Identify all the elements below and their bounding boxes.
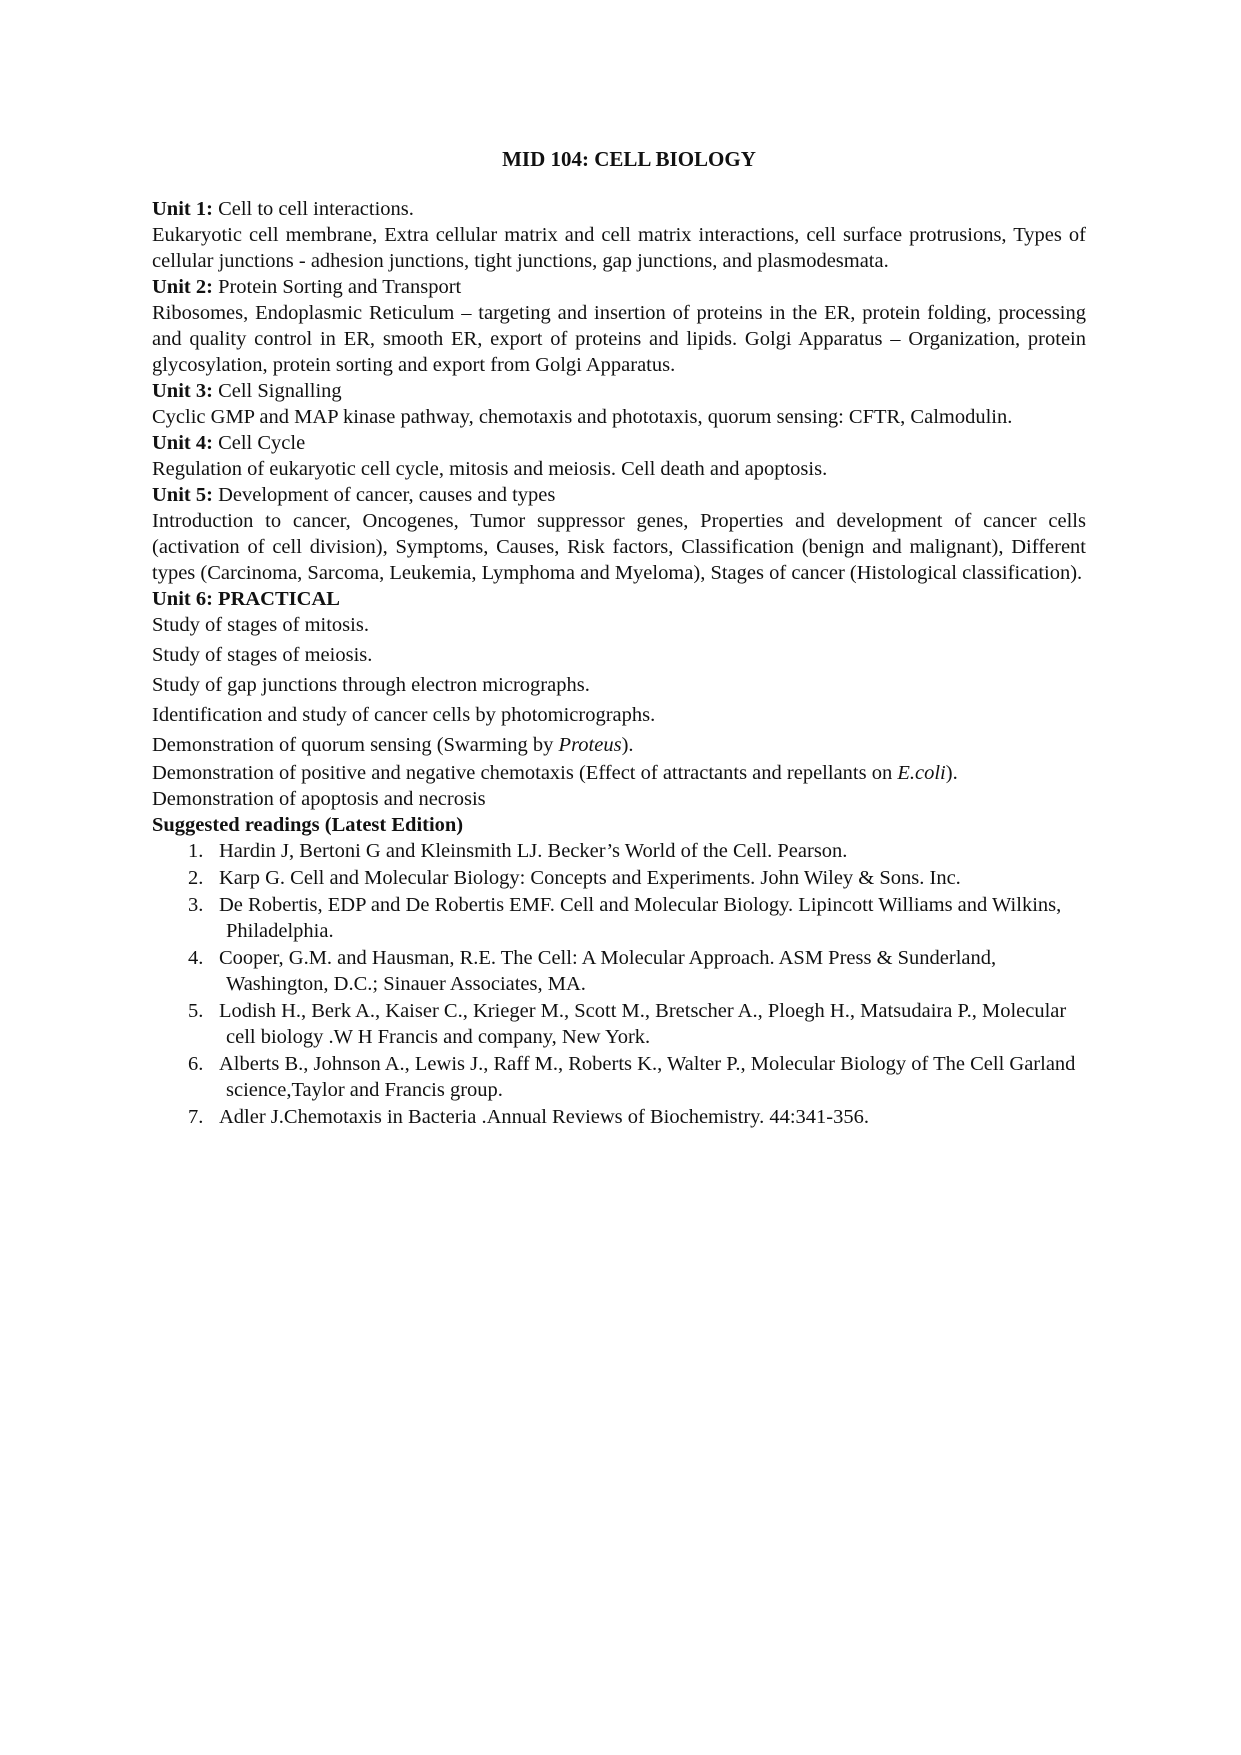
unit-6-label: Unit 6: PRACTICAL [152, 588, 340, 610]
unit-1-label: Unit 1: [152, 198, 213, 220]
reading-number: 6. [188, 1053, 204, 1075]
chemotaxis-text-after: ). [945, 762, 958, 784]
readings-list [152, 838, 1086, 1130]
practical-item-chemotaxis [152, 760, 1086, 786]
reading-number: 4. [188, 947, 204, 969]
unit-4-label: Unit 4: [152, 432, 213, 454]
unit-3-heading [152, 378, 1086, 404]
unit-3-topic: Cell Signalling [212, 380, 342, 402]
practical-item-mitosis: Study of stages of mitosis. [152, 614, 369, 636]
page-title: MID 104: CELL BIOLOGY [502, 147, 756, 171]
reading-number: 3. [188, 894, 204, 916]
reading-text: Alberts B., Johnson A., Lewis J., Raff M., Roberts K., Walter P., Molecular Biology of The Cell Garland science,Taylor and Francis group. [219, 1053, 1076, 1101]
unit-5-body: Introduction to cancer, Oncogenes, Tumor suppressor genes, Properties and development of cancer cells (activation of cell division), Symptoms, Causes, Risk factors, Classification (benign and malignant), Different types (Carcinoma, Sarcoma, Leukemia, Lymphoma and Myeloma), Stages of cancer (Histological classification). [152, 510, 1086, 584]
unit-6-heading [152, 586, 1086, 612]
reading-number: 1. [188, 840, 204, 862]
unit-4-heading [152, 430, 1086, 456]
unit-5-label: Unit 5: [152, 484, 213, 506]
practical-item-gap-junctions: Study of gap junctions through electron micrographs. [152, 674, 590, 696]
chemotaxis-organism: E.coli [897, 762, 946, 784]
unit-4-body: Regulation of eukaryotic cell cycle, mitosis and meiosis. Cell death and apoptosis. [152, 458, 828, 480]
quorum-text-after: ). [621, 734, 634, 756]
reading-item [152, 998, 1086, 1050]
practical-item-meiosis: Study of stages of meiosis. [152, 644, 373, 666]
reading-text: De Robertis, EDP and De Robertis EMF. Cell and Molecular Biology. Lipincott Williams and Wilkins, Philadelphia. [219, 894, 1062, 942]
reading-text: Cooper, G.M. and Hausman, R.E. The Cell: A Molecular Approach. ASM Press & Sunderland, Washington, D.C.; Sinauer Associates, MA. [219, 947, 997, 995]
quorum-text-before: Demonstration of quorum sensing (Swarming by [152, 734, 559, 756]
reading-number: 2. [188, 867, 204, 889]
unit-3-label: Unit 3: [152, 380, 213, 402]
readings-heading: Suggested readings (Latest Edition) [152, 814, 464, 836]
unit-2-heading [152, 274, 1086, 300]
reading-number: 7. [188, 1106, 204, 1128]
unit-2-label: Unit 2: [152, 276, 213, 298]
reading-number: 5. [188, 1000, 204, 1022]
unit-5-topic: Development of cancer, causes and types [212, 484, 556, 506]
reading-item [152, 1051, 1086, 1103]
reading-text: Hardin J, Bertoni G and Kleinsmith LJ. Becker’s World of the Cell. Pearson. [219, 840, 848, 862]
practical-item-quorum [152, 732, 1086, 758]
reading-text: Lodish H., Berk A., Kaiser C., Krieger M., Scott M., Bretscher A., Ploegh H., Matsudaira P., Molecular cell biology .W H Francis and company, New York. [219, 1000, 1067, 1048]
unit-2-body: Ribosomes, Endoplasmic Reticulum – targeting and insertion of proteins in the ER, protein folding, processing and quality control in ER, smooth ER, export of proteins and lipids. Golgi Apparatus – Organization, protein glycosylation, protein sorting and export from Golgi Apparatus. [152, 302, 1086, 376]
practical-item-cancer-cells: Identification and study of cancer cells by photomicrographs. [152, 704, 656, 726]
practical-item-apoptosis: Demonstration of apoptosis and necrosis [152, 788, 486, 810]
unit-1-heading [152, 196, 1086, 222]
document-page [152, 146, 1086, 1131]
unit-5-heading [152, 482, 1086, 508]
quorum-organism: Proteus [558, 734, 622, 756]
unit-3-body: Cyclic GMP and MAP kinase pathway, chemotaxis and phototaxis, quorum sensing: CFTR, Calmodulin. [152, 406, 1013, 428]
reading-item [152, 945, 1086, 997]
reading-item [152, 1104, 1086, 1130]
unit-1-body: Eukaryotic cell membrane, Extra cellular matrix and cell matrix interactions, cell surface protrusions, Types of cellular junctions - adhesion junctions, tight junctions, gap junctions, and plasmodesmata. [152, 224, 1086, 272]
chemotaxis-text-before: Demonstration of positive and negative chemotaxis (Effect of attractants and repellants on [152, 762, 898, 784]
reading-text: Adler J.Chemotaxis in Bacteria .Annual Reviews of Biochemistry. 44:341-356. [219, 1106, 869, 1128]
reading-text: Karp G. Cell and Molecular Biology: Concepts and Experiments. John Wiley & Sons. Inc. [219, 867, 961, 889]
reading-item [152, 838, 1086, 864]
unit-2-topic: Protein Sorting and Transport [212, 276, 462, 298]
unit-4-topic: Cell Cycle [212, 432, 306, 454]
reading-item [152, 865, 1086, 891]
unit-1-topic: Cell to cell interactions. [212, 198, 414, 220]
reading-item [152, 892, 1086, 944]
